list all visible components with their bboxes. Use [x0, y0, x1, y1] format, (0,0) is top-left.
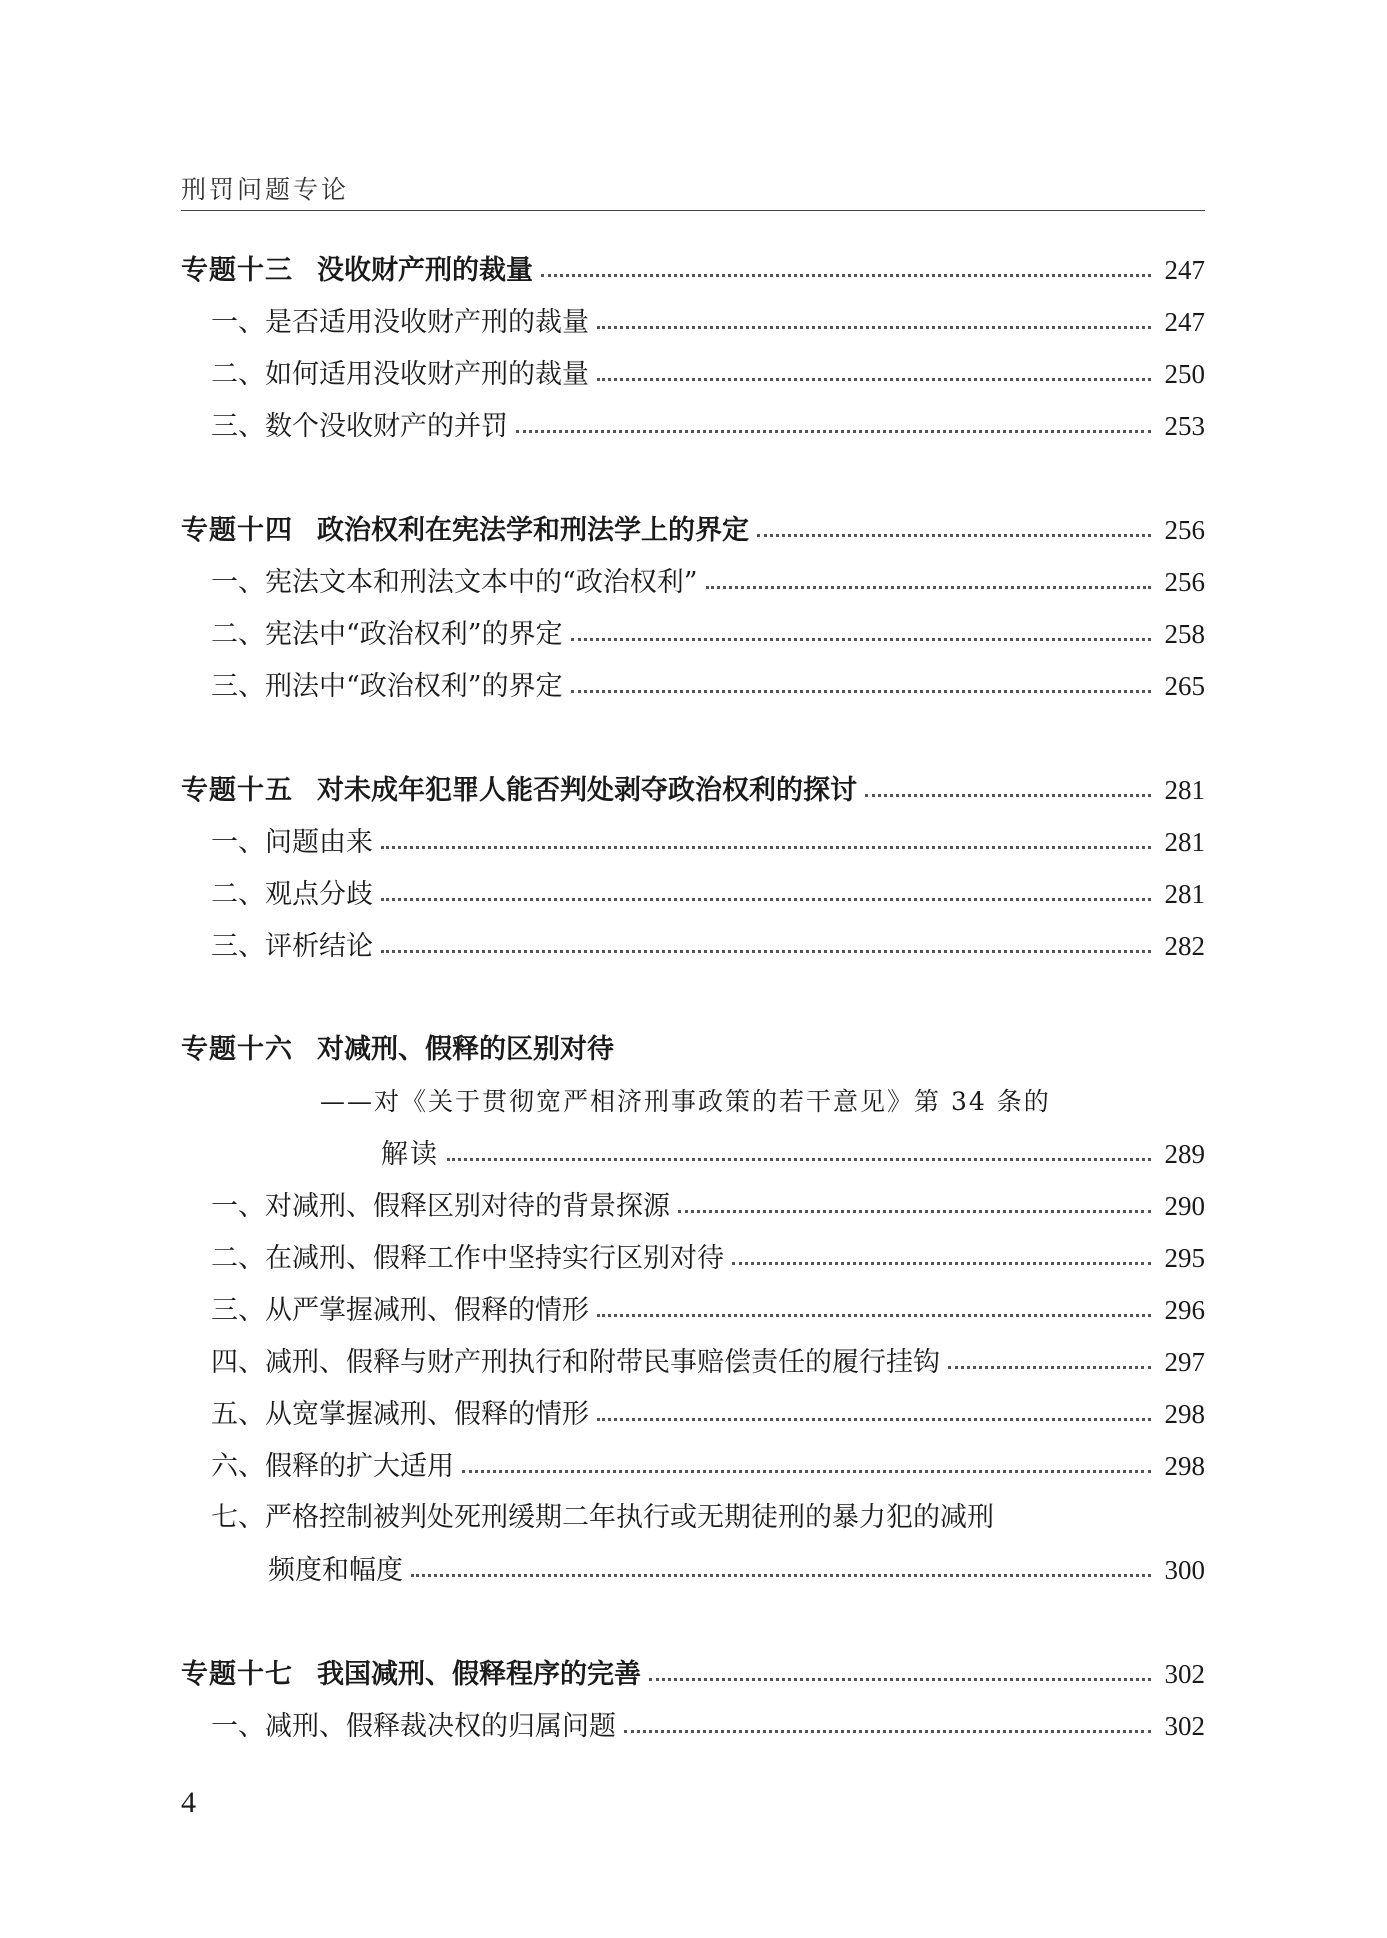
page-ref: 250 — [1164, 359, 1205, 389]
dot-leader — [597, 324, 1151, 329]
dot-leader — [381, 948, 1151, 953]
toc-item[interactable] — [181, 1290, 1205, 1330]
toc-item[interactable] — [181, 1394, 1205, 1434]
toc-item[interactable] — [181, 614, 1205, 654]
dot-leader — [571, 636, 1151, 641]
toc-item[interactable] — [181, 302, 1205, 342]
topic-title: 对未成年犯罪人能否判处剥夺政治权利的探讨 — [317, 775, 857, 806]
item-text: 一、问题由来 — [211, 827, 373, 858]
page-ref: 247 — [1164, 255, 1205, 285]
topic-number: 专题十六 — [181, 1034, 293, 1065]
dot-leader — [706, 584, 1151, 589]
dot-leader — [516, 428, 1151, 433]
topic-number: 专题十七 — [181, 1659, 293, 1690]
item-text: 一、是否适用没收财产刑的裁量 — [211, 307, 589, 338]
item-text: 一、减刑、假释裁决权的归属问题 — [211, 1711, 616, 1742]
topic-title: 政治权利在宪法学和刑法学上的界定 — [317, 515, 749, 546]
topic-number: 专题十五 — [181, 775, 293, 806]
toc-item[interactable] — [181, 354, 1205, 394]
toc-topic-14[interactable] — [181, 510, 1205, 550]
page-number: 4 — [181, 1786, 196, 1819]
item-text: 二、宪法中“政治权利”的界定 — [211, 619, 563, 650]
page-ref: 258 — [1164, 619, 1205, 649]
toc-item[interactable] — [181, 1186, 1205, 1226]
page-ref: 281 — [1164, 827, 1205, 857]
dot-leader — [541, 272, 1151, 277]
page-ref: 256 — [1164, 515, 1205, 545]
page-ref: 265 — [1164, 671, 1205, 701]
dot-leader — [757, 532, 1151, 537]
item-text: 三、刑法中“政治权利”的界定 — [211, 671, 563, 702]
item-text: 一、宪法文本和刑法文本中的“政治权利” — [211, 567, 698, 598]
topic-title: 对减刑、假释的区别对待 — [317, 1034, 614, 1065]
dot-leader — [381, 844, 1151, 849]
dot-leader — [732, 1260, 1151, 1265]
topic-title: 我国减刑、假释程序的完善 — [317, 1659, 641, 1690]
page-ref: 295 — [1164, 1243, 1205, 1273]
toc-item[interactable] — [181, 822, 1205, 862]
item-text: 三、数个没收财产的并罚 — [211, 411, 508, 442]
item-text: 二、如何适用没收财产刑的裁量 — [211, 359, 589, 390]
toc-topic-15[interactable] — [181, 770, 1205, 810]
page-ref: 298 — [1164, 1451, 1205, 1481]
toc-item[interactable] — [181, 406, 1205, 446]
dot-leader — [571, 688, 1151, 693]
toc-item[interactable] — [181, 926, 1205, 966]
dot-leader — [678, 1208, 1151, 1213]
topic-subtitle: ——对《关于贯彻宽严相济刑事政策的若干意见》第 34 条的 — [320, 1087, 1051, 1116]
page-ref: 282 — [1164, 931, 1205, 961]
item-text: 二、观点分歧 — [211, 879, 373, 910]
running-head: 刑罚问题专论 — [181, 175, 350, 204]
page-ref: 256 — [1164, 567, 1205, 597]
item-text: 二、在减刑、假释工作中坚持实行区别对待 — [211, 1243, 724, 1274]
toc-item[interactable] — [181, 1238, 1205, 1278]
dot-leader — [597, 376, 1151, 381]
page-ref: 253 — [1164, 411, 1205, 441]
toc-item-multiline[interactable] — [181, 1498, 1205, 1538]
dot-leader — [597, 1416, 1151, 1421]
topic-title: 没收财产刑的裁量 — [317, 255, 533, 286]
page-ref: 302 — [1164, 1711, 1205, 1741]
toc-topic-17[interactable] — [181, 1654, 1205, 1694]
item-text: 五、从宽掌握减刑、假释的情形 — [211, 1399, 589, 1430]
page-ref: 290 — [1164, 1191, 1205, 1221]
topic-number: 专题十四 — [181, 515, 293, 546]
toc-item[interactable] — [181, 1706, 1205, 1746]
page-ref: 296 — [1164, 1295, 1205, 1325]
toc-item[interactable] — [181, 1342, 1205, 1382]
page-ref: 281 — [1164, 879, 1205, 909]
toc-topic-13[interactable] — [181, 250, 1205, 290]
dot-leader — [381, 896, 1151, 901]
toc-item[interactable] — [181, 562, 1205, 602]
page-ref: 281 — [1164, 775, 1205, 805]
page-ref: 302 — [1164, 1659, 1205, 1689]
item-text: 三、评析结论 — [211, 931, 373, 962]
page-ref: 247 — [1164, 307, 1205, 337]
dot-leader — [624, 1728, 1151, 1733]
dot-leader — [649, 1676, 1151, 1681]
toc-subtitle-cont[interactable] — [381, 1134, 1205, 1174]
page-ref: 297 — [1164, 1347, 1205, 1377]
item-text: 三、从严掌握减刑、假释的情形 — [211, 1295, 589, 1326]
page-ref: 289 — [1164, 1139, 1205, 1169]
item-text-continuation: 频度和幅度 — [268, 1555, 403, 1586]
item-text: 一、对减刑、假释区别对待的背景探源 — [211, 1191, 670, 1222]
toc-item[interactable] — [181, 1446, 1205, 1486]
dot-leader — [948, 1364, 1151, 1369]
page-ref: 298 — [1164, 1399, 1205, 1429]
subtitle-continuation: 解读 — [381, 1139, 439, 1170]
dot-leader — [447, 1156, 1151, 1161]
topic-number: 专题十三 — [181, 255, 293, 286]
toc-item[interactable] — [181, 874, 1205, 914]
page-ref: 300 — [1164, 1555, 1205, 1585]
dot-leader — [865, 792, 1151, 797]
dot-leader — [411, 1572, 1151, 1577]
item-text: 四、减刑、假释与财产刑执行和附带民事赔偿责任的履行挂钩 — [211, 1347, 940, 1378]
dot-leader — [462, 1468, 1151, 1473]
item-text: 七、严格控制被判处死刑缓期二年执行或无期徒刑的暴力犯的减刑 — [211, 1502, 994, 1533]
item-text: 六、假释的扩大适用 — [211, 1451, 454, 1482]
dot-leader — [597, 1312, 1151, 1317]
toc-item-cont[interactable] — [268, 1550, 1205, 1590]
toc-topic-16[interactable] — [181, 1030, 1205, 1070]
toc-item[interactable] — [181, 666, 1205, 706]
